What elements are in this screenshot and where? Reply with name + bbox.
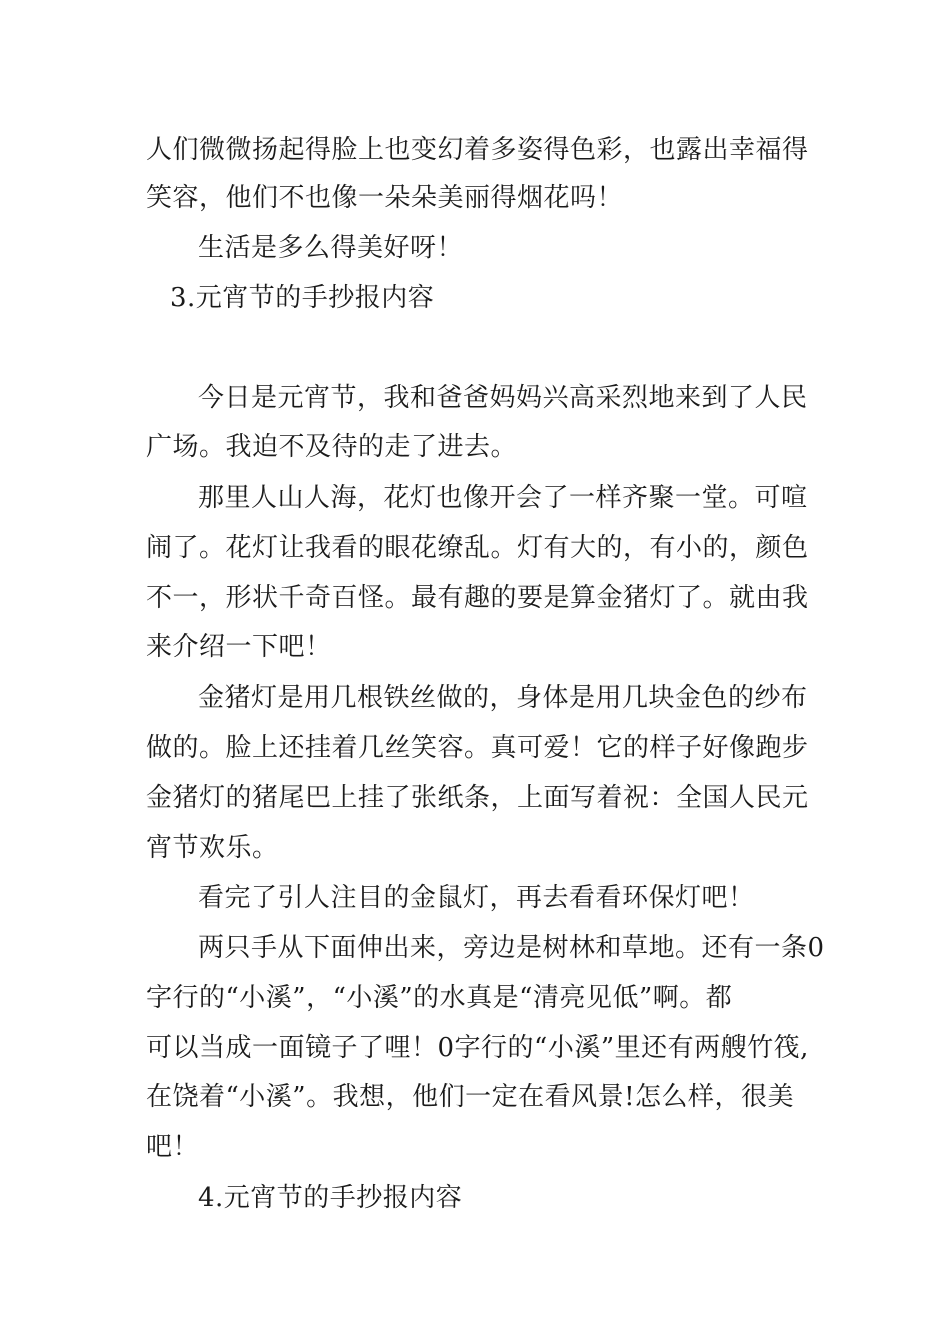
paragraph-line: 在饶着“小溪”。我想，他们一定在看风景!怎么样，很美 [146,1082,795,1112]
paragraph-line: 闹了。花灯让我看的眼花缭乱。灯有大的，有小的，颜色 [146,533,809,563]
paragraph-line: 金猪灯的猪尾巴上挂了张纸条，上面写着祝：全国人民元 [146,783,809,813]
paragraph-line: 生活是多么得美好呀！ [198,233,464,263]
paragraph-line: 两只手从下面伸出来，旁边是树林和草地。还有一条0 [198,933,825,963]
paragraph-line: 做的。脸上还挂着几丝笑容。真可爱！它的样子好像跑步 [146,733,809,763]
paragraph-line: 今日是元宵节，我和爸爸妈妈兴高采烈地来到了人民 [198,383,808,413]
paragraph-line: 人们微微扬起得脸上也变幻着多姿得色彩，也露出幸福得 [146,135,809,165]
section-heading: 4.元宵节的手抄报内容 [198,1183,463,1213]
paragraph-line: 不一，形状千奇百怪。最有趣的要是算金猪灯了。就由我 [146,583,809,613]
paragraph-line: 金猪灯是用几根铁丝做的，身体是用几块金色的纱布 [198,683,808,713]
paragraph-line: 看完了引人注目的金鼠灯，再去看看环保灯吧！ [198,883,755,913]
paragraph-line: 来介绍一下吧！ [146,632,332,662]
paragraph-line: 可以当成一面镜子了哩！0字行的“小溪”里还有两艘竹筏, [146,1033,809,1063]
paragraph-line: 宵节欢乐。 [146,833,279,863]
paragraph-line: 吧！ [146,1132,200,1162]
paragraph-line: 广场。我迫不及待的走了进去。 [146,432,518,462]
section-heading: 3.元宵节的手抄报内容 [170,283,435,313]
paragraph-line: 笑容，他们不也像一朵朵美丽得烟花吗！ [146,183,624,213]
paragraph-line: 字行的“小溪”，“小溪”的水真是“清亮见低”啊。都 [146,983,733,1013]
paragraph-line: 那里人山人海，花灯也像开会了一样齐聚一堂。可喧 [198,483,808,513]
